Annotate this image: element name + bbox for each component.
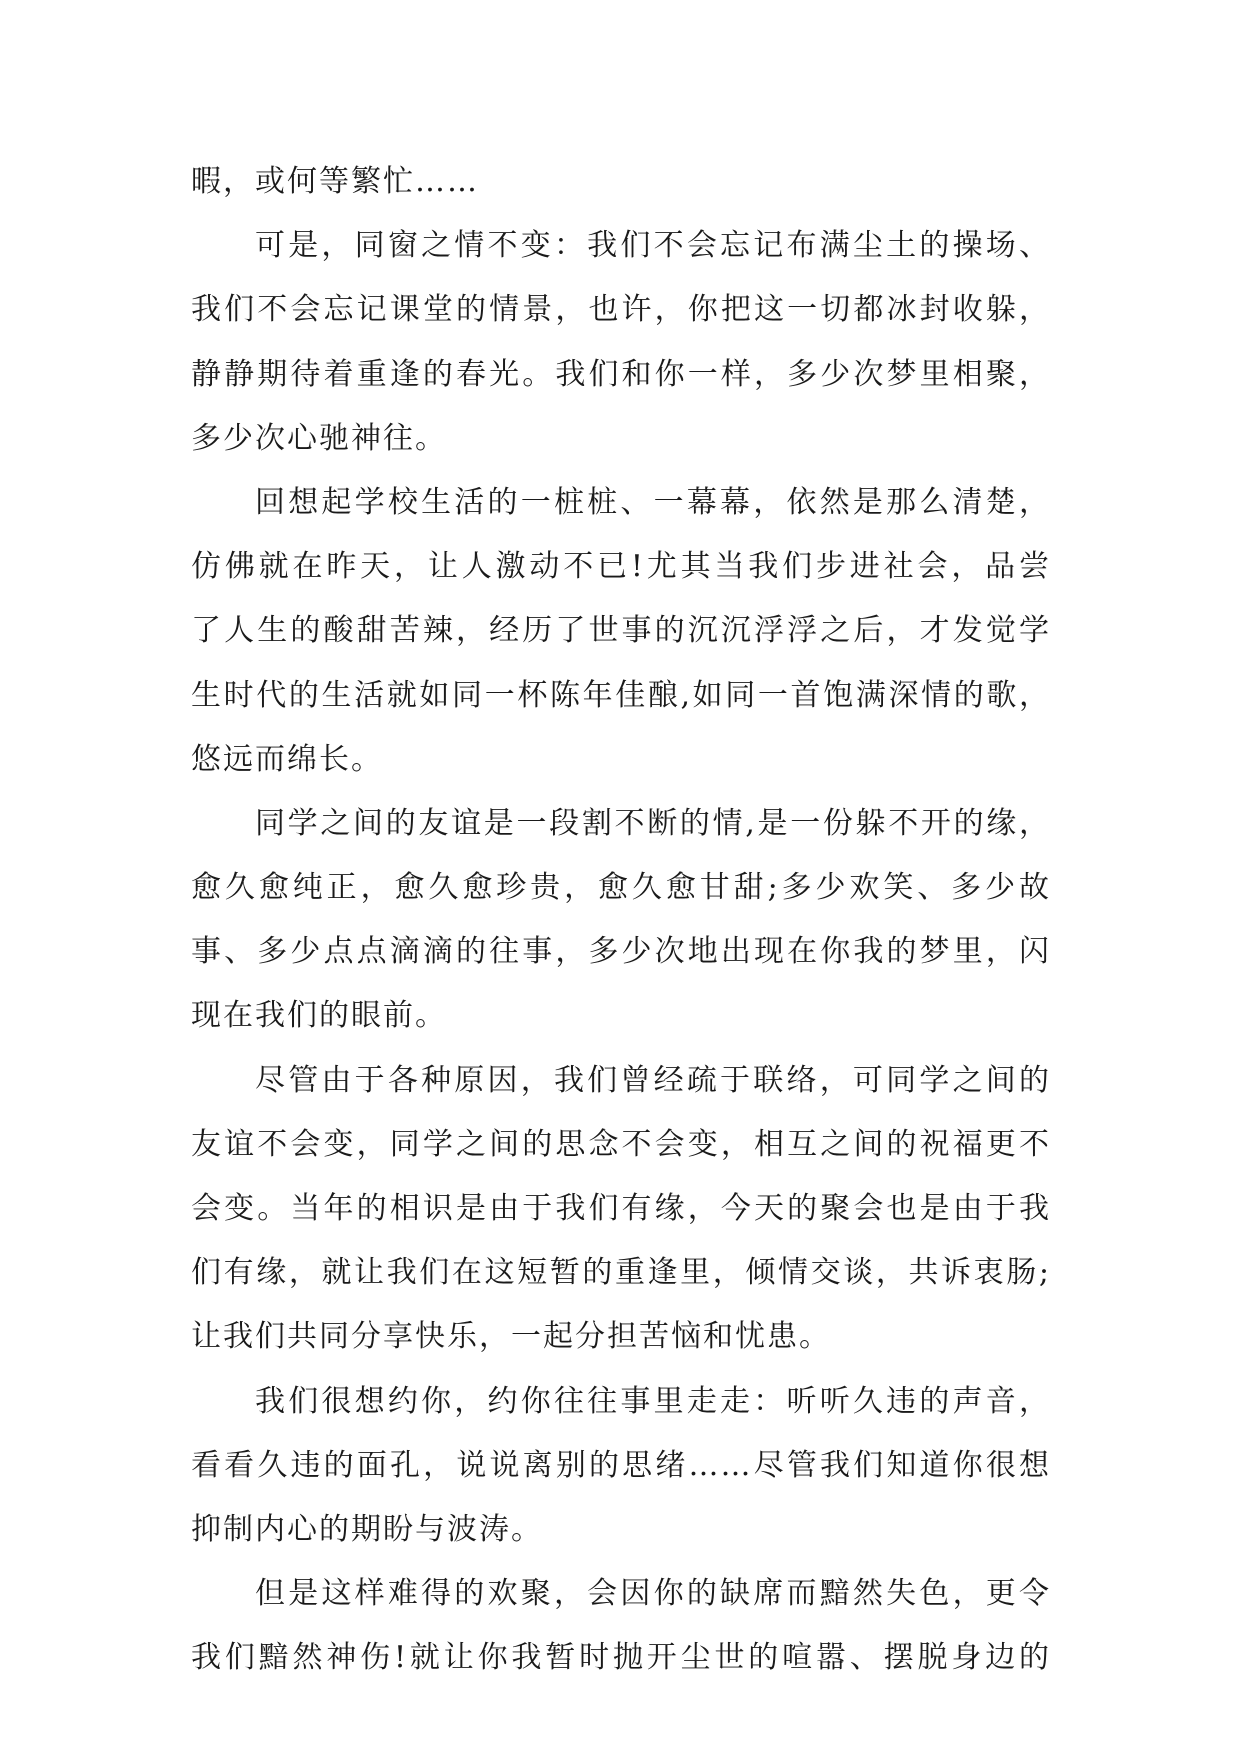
text-line: 但是这样难得的欢聚，会因你的缺席而黯然失色，更令 bbox=[255, 1576, 1051, 1612]
text-line: 们有缘，就让我们在这短暂的重逢里，倾情交谈，共诉衷肠; bbox=[191, 1255, 1051, 1291]
text-line: 了人生的酸甜苦辣，经历了世事的沉沉浮浮之后，才发觉学 bbox=[191, 613, 1051, 649]
text-line: 我们黯然神伤!就让你我暂时抛开尘世的喧嚣、摆脱身边的 bbox=[191, 1640, 1051, 1676]
text-line: 我们不会忘记课堂的情景，也许，你把这一切都冰封收躲， bbox=[191, 292, 1051, 328]
text-line: 回想起学校生活的一桩桩、一幕幕，依然是那么清楚， bbox=[255, 484, 1051, 520]
body-text bbox=[191, 150, 1051, 1691]
text-line: 看看久违的面孔，说说离别的思绪……尽管我们知道你很想 bbox=[191, 1447, 1051, 1483]
text-line: 可是，同窗之情不变：我们不会忘记布满尘土的操场、 bbox=[255, 228, 1051, 264]
text-line: 同学之间的友谊是一段割不断的情,是一份躲不开的缘， bbox=[255, 805, 1051, 841]
text-line: 会变。当年的相识是由于我们有缘，今天的聚会也是由于我 bbox=[191, 1191, 1051, 1226]
text-line: 让我们共同分享快乐，一起分担苦恼和忧患。 bbox=[191, 1319, 831, 1355]
text-line: 静静期待着重逢的春光。我们和你一样，多少次梦里相聚， bbox=[191, 356, 1051, 392]
text-line: 我们很想约你，约你往往事里走走：听听久违的声音， bbox=[255, 1383, 1051, 1419]
text-line: 多少次心驰神往。 bbox=[191, 420, 447, 456]
text-line: 生时代的生活就如同一杯陈年佳酿,如同一首饱满深情的歌， bbox=[191, 677, 1051, 713]
text-line: 友谊不会变，同学之间的思念不会变，相互之间的祝福更不 bbox=[191, 1126, 1051, 1162]
text-line: 仿佛就在昨天，让人激动不已!尤其当我们步进社会，品尝 bbox=[191, 549, 1051, 585]
text-line: 悠远而绵长。 bbox=[191, 741, 383, 777]
text-line: 尽管由于各种原因，我们曾经疏于联络，可同学之间的 bbox=[255, 1062, 1051, 1098]
text-line: 暇，或何等繁忙…… bbox=[191, 164, 479, 199]
text-line: 事、多少点点滴滴的往事，多少次地出现在你我的梦里，闪 bbox=[191, 934, 1051, 970]
text-line: 现在我们的眼前。 bbox=[191, 998, 447, 1034]
text-line: 愈久愈纯正，愈久愈珍贵，愈久愈甘甜;多少欢笑、多少故 bbox=[191, 870, 1051, 906]
text-line: 抑制内心的期盼与波涛。 bbox=[191, 1511, 543, 1547]
